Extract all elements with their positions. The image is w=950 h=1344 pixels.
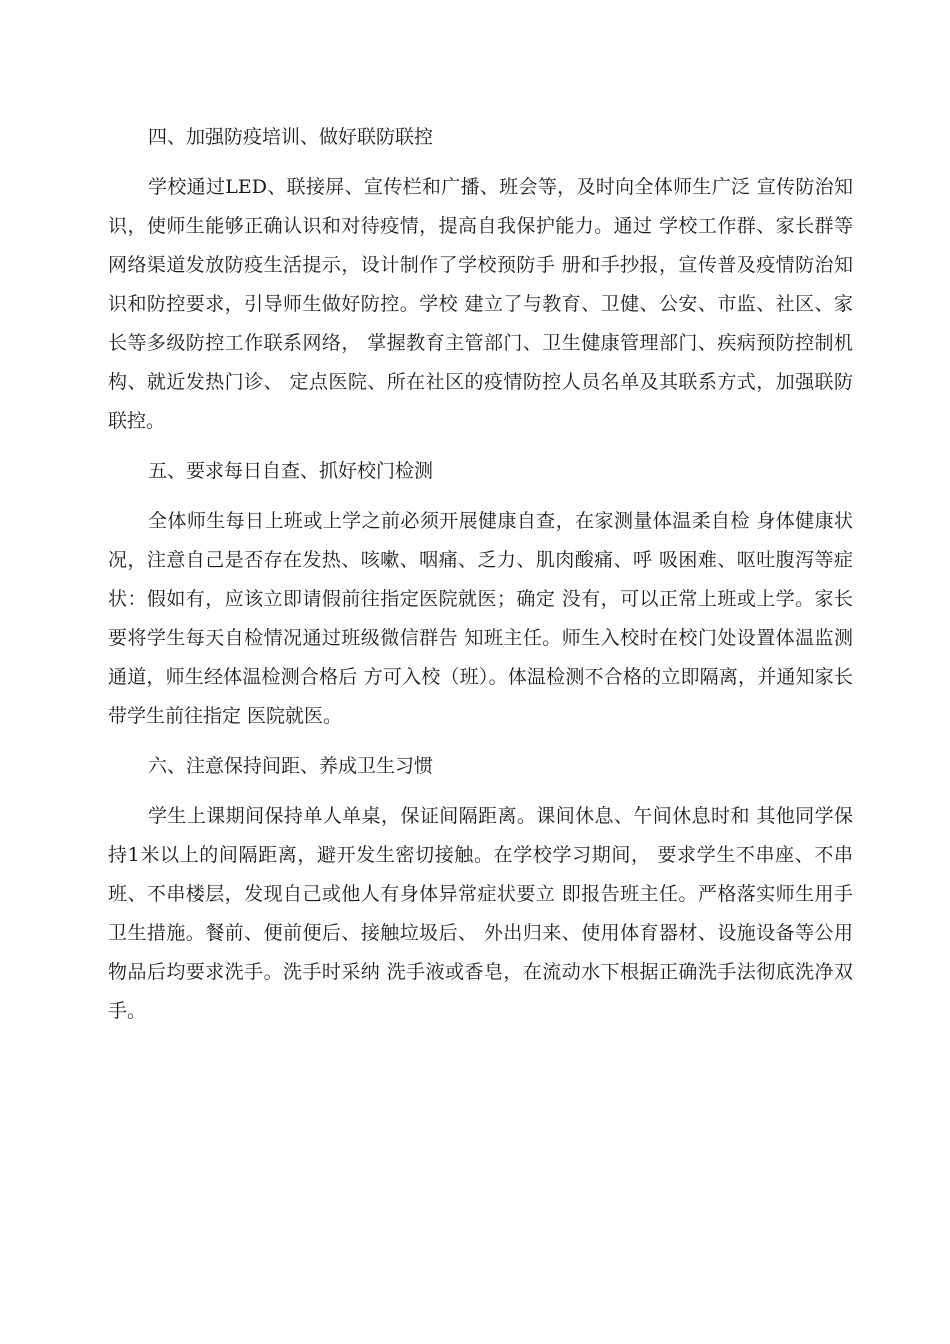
section-heading-5: 五、要求每日自查、抓好校门检测 (148, 460, 434, 482)
section-body-5: 全体师生每日上班或上学之前必须开展健康自查，在家测量体温柔自检 身体健康状况，注意自己是否存在发热、咳嗽、咽痛、乏力、肌肉酸痛、呼 吸困难、呕吐腹泻等症状：假如有，应该立即请假前往指定医院就医；确定 没有，可以正常上班或上学。家长要将学生每天自检情况通过班级微信群告 知班主任。师生入校时在校门处设置体温监测通道，师生经体温检测合格后 方可入校（班）。体温检测不合格的立即隔离，并通知家长带学生前往指定 医院就医。 (108, 510, 853, 727)
section-heading-6: 六、注意保持间距、养成卫生习惯 (148, 755, 434, 777)
section-body-6: 学生上课期间保持单人单桌，保证间隔距离。课间休息、午间休息时和 其他同学保持1米以上的间隔距离，避开发生密切接触。在学校学习期间， 要求学生不串座、不串班、不串楼层，发现自己或他人有身体异常症状要立 即报告班主任。严格落实师生用手卫生措施。餐前、便前便后、接触垃圾后、 外出归来、使用体育器材、设施设备等公用物品后均要求洗手。洗手时采纳 洗手液或香皂，在流动水下根据正确洗手法彻底洗净双手。 (108, 805, 853, 1022)
section-body-4: 学校通过LED、联接屏、宣传栏和广播、班会等，及时向全体师生广泛 宣传防治知识，使师生能够正确认识和对待疫情，提高自我保护能力。通过 学校工作群、家长群等网络渠道发放防疫生活提示，设计制作了学校预防手 册和手抄报，宣传普及疫情防治知识和防控要求，引导师生做好防控。学校 建立了与教育、卫健、公安、市监、社区、家长等多级防控工作联系网络， 掌握教育主管部门、卫生健康管理部门、疾病预防控制机构、就近发热门诊、 定点医院、所在社区的疫情防控人员名单及其联系方式，加强联防联控。 (108, 176, 853, 432)
document-body (108, 118, 853, 1042)
section-heading-4: 四、加强防疫培训、做好联防联控 (148, 126, 434, 148)
